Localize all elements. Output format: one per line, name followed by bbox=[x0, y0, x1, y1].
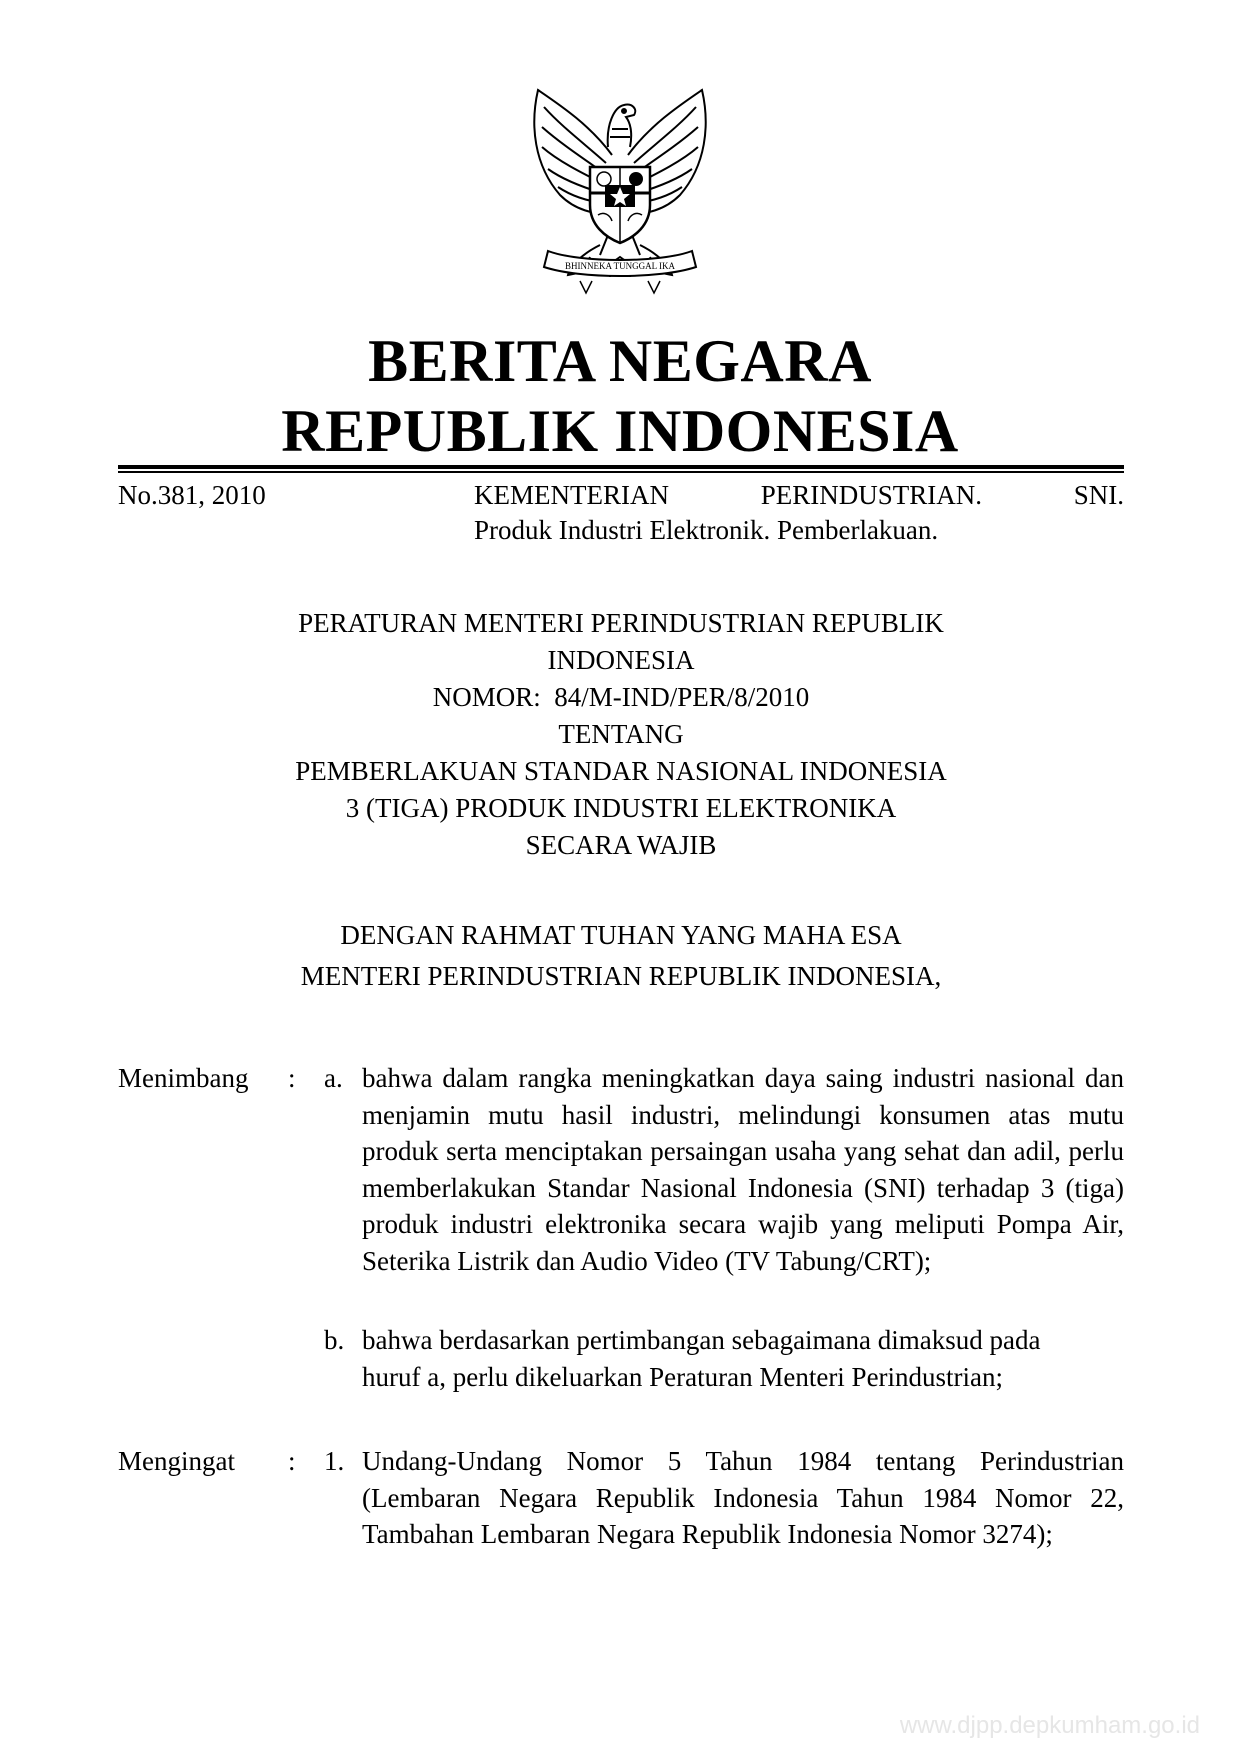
regulation-line: INDONESIA bbox=[547, 645, 695, 675]
regulation-title bbox=[118, 605, 1124, 864]
menimbang-item-text: bahwa berdasarkan pertimbangan sebagaimana dimaksud pada huruf a, perlu dikeluarkan Peraturan Menteri Perindustrian; bbox=[362, 1325, 1041, 1392]
regulation-line: TENTANG bbox=[558, 719, 684, 749]
gazette-subject bbox=[474, 478, 1124, 548]
gazette-number: No.381, 2010 bbox=[118, 480, 266, 510]
regulation-line: PERATURAN MENTERI PERINDUSTRIAN REPUBLIK bbox=[298, 608, 944, 638]
garuda-emblem-icon bbox=[520, 85, 720, 297]
header-rule bbox=[118, 465, 1124, 469]
masthead-title-line1: BERITA NEGARA bbox=[368, 328, 872, 394]
mengingat-item-mark: 1. bbox=[324, 1446, 345, 1476]
regulation-line: 3 (TIGA) PRODUK INDUSTRI ELEKTRONIKA bbox=[345, 793, 897, 823]
mengingat-label: Mengingat bbox=[118, 1446, 235, 1476]
watermark-url: www.djpp.depkumham.go.id bbox=[899, 1712, 1200, 1739]
regulation-line: PEMBERLAKUAN STANDAR NASIONAL INDONESIA bbox=[295, 756, 947, 786]
emblem-motto: BHINNEKA TUNGGAL IKA bbox=[565, 261, 675, 271]
header-rule-thin bbox=[118, 471, 1124, 473]
regulation-number: NOMOR: 84/M-IND/PER/8/2010 bbox=[432, 682, 810, 712]
subject-word: PERINDUSTRIAN. bbox=[760, 480, 982, 510]
menimbang-item-mark: b. bbox=[324, 1325, 345, 1355]
preamble bbox=[118, 915, 1124, 997]
mengingat-item-text: Undang-Undang Nomor 5 Tahun 1984 tentang Perindustrian (Lembaran Negara Republik Indonesia Tahun 1984 Nomor 22, Tambahan Lembaran Negara Republik Indonesia Nomor 3274); bbox=[362, 1446, 1124, 1549]
regulation-line: SECARA WAJIB bbox=[525, 830, 717, 860]
preamble-line: DENGAN RAHMAT TUHAN YANG MAHA ESA bbox=[340, 920, 902, 950]
menimbang-label: Menimbang bbox=[118, 1063, 249, 1093]
gazette-subject-line2: Produk Industri Elektronik. Pemberlakuan. bbox=[474, 515, 939, 545]
subject-word: KEMENTERIAN bbox=[474, 480, 669, 510]
menimbang-item-text: bahwa dalam rangka meningkatkan daya saing industri nasional dan menjamin mutu hasil industri, melindungi konsumen atas mutu produk serta menciptakan persaingan usaha yang sehat dan adil, perlu memberlakukan Standar Nasional Indonesia (SNI) terhadap 3 (tiga) produk industri elektronika secara wajib yang meliputi Pompa Air, Seterika Listrik dan Audio Video (TV Tabung/CRT); bbox=[362, 1063, 1124, 1276]
gazette-subject-line1 bbox=[474, 478, 1124, 513]
mengingat-colon: : bbox=[288, 1446, 296, 1476]
menimbang-item-mark: a. bbox=[324, 1063, 343, 1093]
masthead-title-line2: REPUBLIK INDONESIA bbox=[281, 398, 959, 464]
menimbang-colon: : bbox=[288, 1063, 296, 1093]
subject-word: SNI. bbox=[1073, 480, 1124, 510]
preamble-line: MENTERI PERINDUSTRIAN REPUBLIK INDONESIA, bbox=[300, 961, 942, 991]
